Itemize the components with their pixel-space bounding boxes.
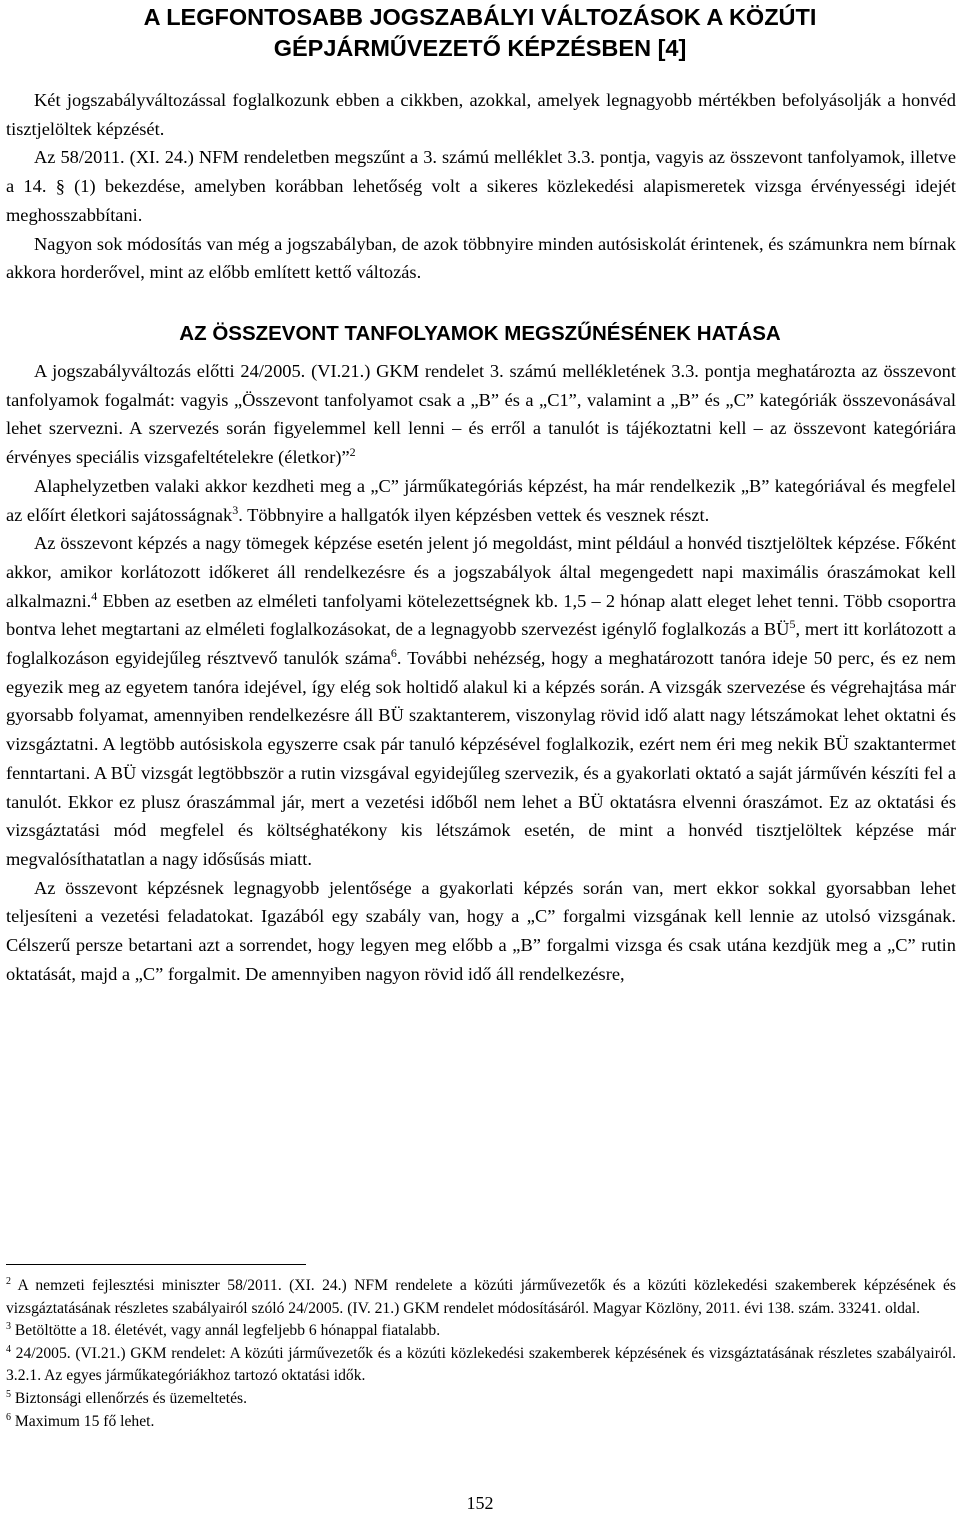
section-paragraph-4: Az összevont képzésnek legnagyobb jelentősége a gyakorlati képzés során van, mert ekkor sokkal gyorsabban lehet teljesíteni a vezetési feladatokat. Igazából egy szabály van, hogy a „C” forgalmi vizsgának kell lennie az utolsó vizsgának. Célszerű persze betartani azt a sorrendet, hogy legyen meg előbb a „B” forgalmi vizsga és csak utána kezdjük meg a „C” rutin oktatását, majd a „C” forgalmit. De amennyiben nagyon rövid idő áll rendelkezésre, [6, 877, 956, 984]
footnote-2-number: 2 [6, 1276, 11, 1287]
footnote-ref-2[interactable]: 2 [349, 445, 356, 460]
section-paragraph-1 [6, 357, 956, 472]
footnote-2-text: A nemzeti fejlesztési miniszter 58/2011. (XI. 24.) NFM rendelete a közúti járművezetők és a közúti közlekedési szakemberek képzésének és vizsgáztatásának részletes szabályairól szóló 24/2005. (IV. 21.) GKM rendelet módosításáról. Magyar Közlöny, 2011. évi 138. szám. 33241. oldal. [6, 1277, 956, 1317]
section-heading: AZ ÖSSZEVONT TANFOLYAMOK MEGSZŰNÉSÉNEK HATÁSA [179, 322, 781, 345]
footnote-4-text: 24/2005. (VI.21.) GKM rendelet: A közúti járművezetők és a közúti közlekedési szakemberek képzésének és vizsgáztatásának részletes szabályairól. 3.2.1. Az egyes járműkategóriákhoz tartozó oktatási idők. [6, 1344, 956, 1385]
section-body [6, 357, 956, 988]
footnote-4 [6, 1343, 956, 1388]
footnote-ref-5[interactable]: 5 [789, 617, 796, 632]
section-paragraph-3 [6, 529, 956, 873]
section-paragraph-2-text-a: Alaphelyzetben valaki akkor kezdheti meg a „C” járműkategóriás képzést, ha már rendelkezik „B” kategóriával és megfelel az előírt életkori sajátosságnak [6, 475, 956, 525]
footnote-6-number: 6 [6, 1411, 11, 1423]
footnote-5 [6, 1388, 956, 1411]
footnote-separator [6, 1264, 306, 1265]
footnote-3 [6, 1320, 956, 1343]
footnote-ref-6[interactable]: 6 [390, 646, 397, 661]
intro-paragraph-2: Az 58/2011. (XI. 24.) NFM rendeletben megszűnt a 3. számú melléklet 3.3. pontja, vagyis az összevont tanfolyamok, illetve a 14. § (1) bekezdése, amelyben korábban lehetőség volt a sikeres közlekedési alapismeretek vizsga érvényességi idejét meghosszabbítani. [6, 147, 956, 225]
intro-paragraph-3: Nagyon sok módosítás van még a jogszabályban, de azok többnyire minden autósiskolát érintenek, és számunkra nem bírnak akkora horderővel, mint az előbb említett kettő változás. [6, 233, 956, 283]
article-title [0, 2, 960, 64]
intro-block [6, 86, 956, 287]
section-paragraph-3-text-c: , mert itt korlátozott a foglalkozáson egyidejűleg résztvevő tanulók száma [6, 619, 956, 669]
section-paragraph-2 [6, 472, 956, 529]
section-paragraph-3-text-d: . További nehézség, hogy a meghatározott tanóra ideje 50 perc, és ez nem egyezik meg az egyetem tanóra idejével, így elég sok holtidő alakul ki a képzés során. A vizsgák szervezése és végrehajtása már gyorsabb folyamat, amennyiben rendelkezésre áll BÜ szaktanterem, viszonylag rövid idő alatt nagy létszámokat lehet oktatni és vizsgáztatni. A legtöbb autósiskola egyszerre csak pár tanuló képzésével foglalkozik, ezért nem éri meg nekik BÜ szaktantermet fenntartani. A BÜ vizsgát legtöbbször a rutin vizsgával egyidejűleg szervezik, és a gyakorlati oktató a saját járművén készíti fel a tanulót. Ekkor ez plusz óraszámmal jár, mert a vezetési időből nem lehet a BÜ oktatásra elvenni óraszámot. Ez az oktatási és vizsgáztatási mód megfelel és költséghatékony kis létszámok esetén, de mint a honvéd tisztjelöltek képzése már megvalósíthatatlan a nagy idősűsás miatt. [6, 648, 956, 869]
section-paragraph-3-text-a: Az összevont képzés a nagy tömegek képzése esetén jelent jó megoldást, mint például a honvéd tisztjelöltek képzése. Főként akkor, amikor korlátozott időkeret áll rendelkezésre és a jogszabályok által megengedett napi maximális óraszámokat kell alkalmazni. [6, 533, 956, 611]
footnote-4-number: 4 [6, 1343, 11, 1355]
section-paragraph-3-text-b: Ebben az esetben az elméleti tanfolyami kötelezettségnek kb. 1,5 – 2 hónap alatt eleget lehet tenni. Több csoportra bontva lehet megtartani az elméleti foglalkozásokat, de a legnagyobb szervezést igénylő foglalkozás a BÜ [6, 590, 956, 640]
footnote-6 [6, 1411, 956, 1434]
footnote-6-text: Maximum 15 fő lehet. [14, 1412, 155, 1430]
section-paragraph-1-text: A jogszabályváltozás előtti 24/2005. (VI.21.) GKM rendelet 3. számú mellékletének 3.3. pontja meghatározta az összevont tanfolyamok fogalmát: vagyis „Összevont tanfolyamot csak a „B” és a „C1”, valamint a „B” és „C” kategóriák összevonásával lehet szervezni. A szervezés során figyelemmel kell lenni – és erről a tanulót is tájékoztatni kell – az összevont kategóriára érvényes speciális vizsgafeltételekre (életkor)” [6, 361, 956, 468]
footnote-5-number: 5 [6, 1388, 11, 1400]
footnote-ref-4[interactable]: 4 [91, 588, 98, 603]
footnote-5-text: Biztonsági ellenőrzés és üzemeltetés. [14, 1389, 247, 1407]
title-line-2: GÉPJÁRMŰVEZETŐ KÉPZÉSBEN [4] [273, 35, 687, 61]
footnote-3-text: Betöltötte a 18. életévét, vagy annál legfeljebb 6 hónappal fiatalabb. [14, 1322, 441, 1340]
intro-paragraph-1: Két jogszabályváltozással foglalkozunk ebben a cikkben, azokkal, amelyek legnagyobb mértékben befolyásolják a honvéd tisztjelöltek képzését. [6, 90, 956, 139]
footnotes [6, 1275, 956, 1433]
title-line-1: A LEGFONTOSABB JOGSZABÁLYI VÁLTOZÁSOK A KÖZÚTI [143, 4, 817, 30]
footnote-ref-3[interactable]: 3 [232, 502, 239, 517]
footnote-2 [6, 1275, 956, 1320]
section-paragraph-2-text-b: . Többnyire a hallgatók ilyen képzésben vettek és vesznek részt. [238, 504, 710, 525]
page-number: 152 [466, 1493, 494, 1513]
footnote-3-number: 3 [6, 1321, 11, 1333]
